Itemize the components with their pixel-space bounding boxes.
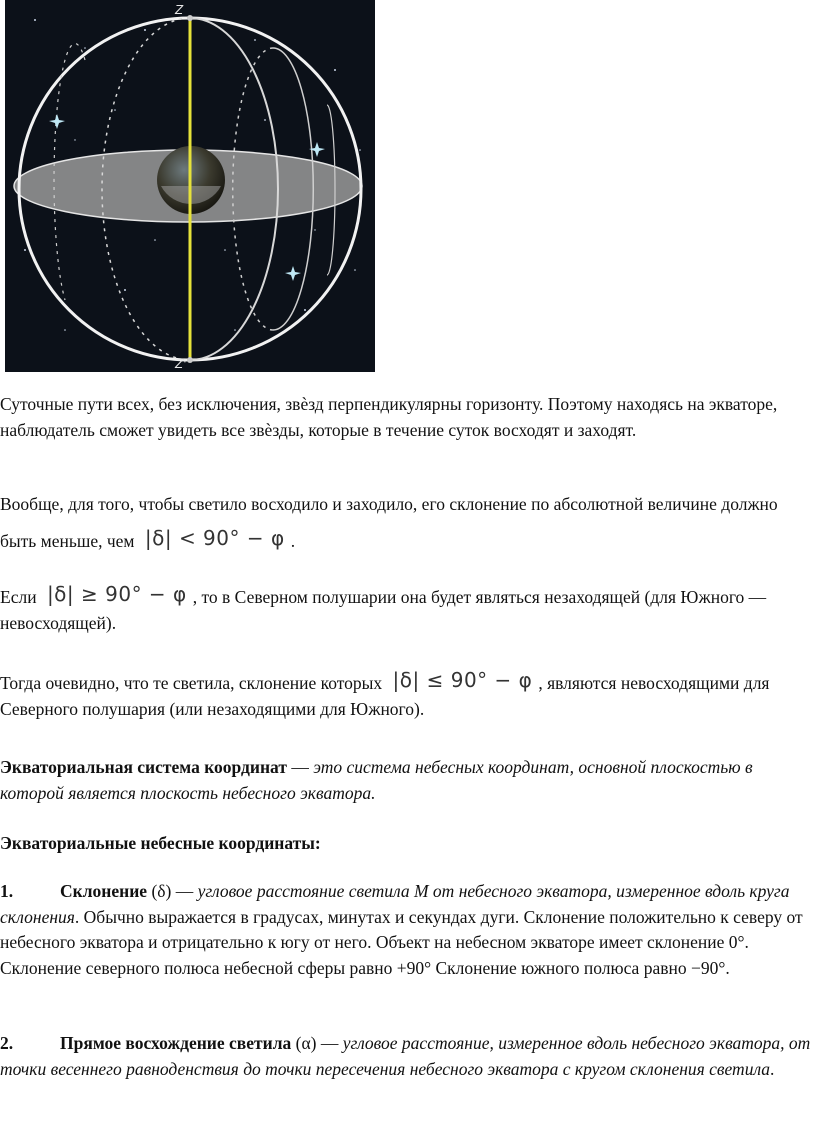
right-ascension-definition: угловое расстояние, измеренное вдоль небесного экватора, от точки весеннего равноденствия до точки пересечения небесного экватора с кругом склонения светила [0, 1033, 811, 1079]
formula-less-equal: |δ| ≤ 90° − φ [392, 668, 533, 692]
item-number-2: 2. [0, 1033, 14, 1053]
declination-details: . Обычно выражается в градусах, минутах и секундах дуги. Склонение положительно к северу от небесного экватора и отрицательно к югу от него. Объект на небесном экваторе имеет склонение 0°. Склонение северного полюса небесной сферы равно +90° Склонение южного полюса равно −90°. [0, 906, 803, 978]
paragraph-daily-paths: Суточные пути всех, без исключения, звѐзд перпендикулярны горизонту. Поэтому находясь на экваторе, наблюдатель сможет увидеть все звѐзды, которые в течение суток восходят и заходят. [0, 394, 778, 440]
never-rising-text: , являются невосходящими для Северного полушария (или незаходящими для Южного). [0, 673, 770, 719]
heading-equatorial-coordinates: Экваториальные небесные координаты: [0, 833, 321, 853]
celestial-sphere-figure [5, 0, 375, 372]
paragraph-rise-set-condition [0, 487, 812, 558]
equatorial-term: Экваториальная система координат [0, 757, 287, 777]
label-z-prime: Z' [175, 357, 187, 371]
definition-dash: — [286, 757, 314, 777]
right-ascension-term: Прямое восхождение светила [60, 1033, 292, 1053]
rise-set-text: Вообще, для того, чтобы светило восходило и заходило, его склонение по абсолютной величине должно быть меньше, чем [0, 494, 778, 551]
right-ascension-end: . [770, 1058, 775, 1079]
never-rising-start: Тогда очевидно, что те светила, склонение которых [0, 673, 383, 693]
paragraph-circumpolar [0, 582, 812, 636]
zenith-point [187, 15, 193, 21]
list-item-declination [0, 879, 812, 981]
right-ascension-symbol: (α) — [291, 1033, 343, 1053]
section-heading [0, 831, 812, 857]
list-item-right-ascension [0, 1031, 812, 1082]
equatorial-definition: это система небесных координат, основной плоскостью в которой является плоскость небесного экватора. [0, 757, 753, 803]
declination-definition: угловое расстояние светила M от небесного экватора, измеренное вдоль круга склонения [0, 881, 790, 927]
formula-less-than: |δ| < 90° − φ [144, 526, 285, 550]
formula-greater-equal: |δ| ≥ 90° − φ [46, 582, 187, 606]
celestial-sphere-diagram [5, 0, 375, 372]
declination-term: Склонение [60, 881, 148, 901]
circumpolar-start: Если [0, 587, 37, 607]
circumpolar-text: , то в Северном полушарии она будет являться незаходящей (для Южного — невосходящей). [0, 587, 767, 633]
rise-set-end: . [290, 531, 296, 551]
label-z: Z [175, 3, 184, 17]
paragraph-equatorial-definition [0, 755, 812, 806]
declination-symbol: (δ) — [147, 881, 198, 901]
nadir-point [187, 357, 193, 363]
paragraph-never-rising [0, 668, 812, 722]
item-number-1: 1. [0, 881, 14, 901]
